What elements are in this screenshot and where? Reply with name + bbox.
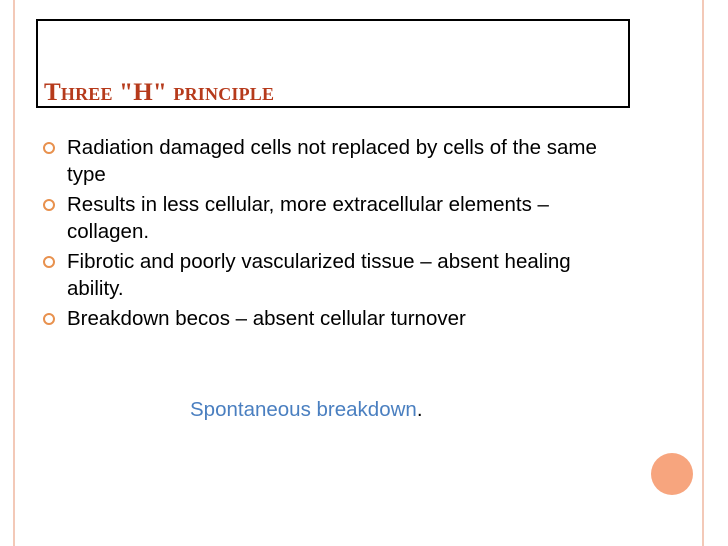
- footnote-period: .: [416, 398, 423, 421]
- footnote-text: Spontaneous breakdown: [190, 398, 417, 421]
- ring-bullet-icon: [43, 256, 55, 268]
- bullet-text: Radiation damaged cells not replaced by cells of the same type: [67, 136, 597, 186]
- ring-bullet-icon: [43, 199, 55, 211]
- bullet-item: [43, 191, 628, 245]
- bullet-text: Results in less cellular, more extracellular elements – collagen.: [67, 193, 549, 243]
- bullet-text: Fibrotic and poorly vascularized tissue – absent healing ability.: [67, 250, 571, 300]
- bullet-item: [43, 248, 628, 302]
- slide-left-border-line: [13, 0, 15, 546]
- bullet-list: [43, 134, 628, 335]
- orange-circle-decoration: [651, 453, 693, 495]
- slide-title: Three "H" principle: [44, 79, 275, 106]
- bullet-item: [43, 305, 628, 332]
- ring-bullet-icon: [43, 313, 55, 325]
- bullet-text: Breakdown becos – absent cellular turnover: [67, 307, 466, 330]
- footnote: [190, 398, 423, 422]
- slide-right-border-line: [702, 0, 704, 546]
- bullet-item: [43, 134, 628, 188]
- ring-bullet-icon: [43, 142, 55, 154]
- title-box: [36, 19, 630, 108]
